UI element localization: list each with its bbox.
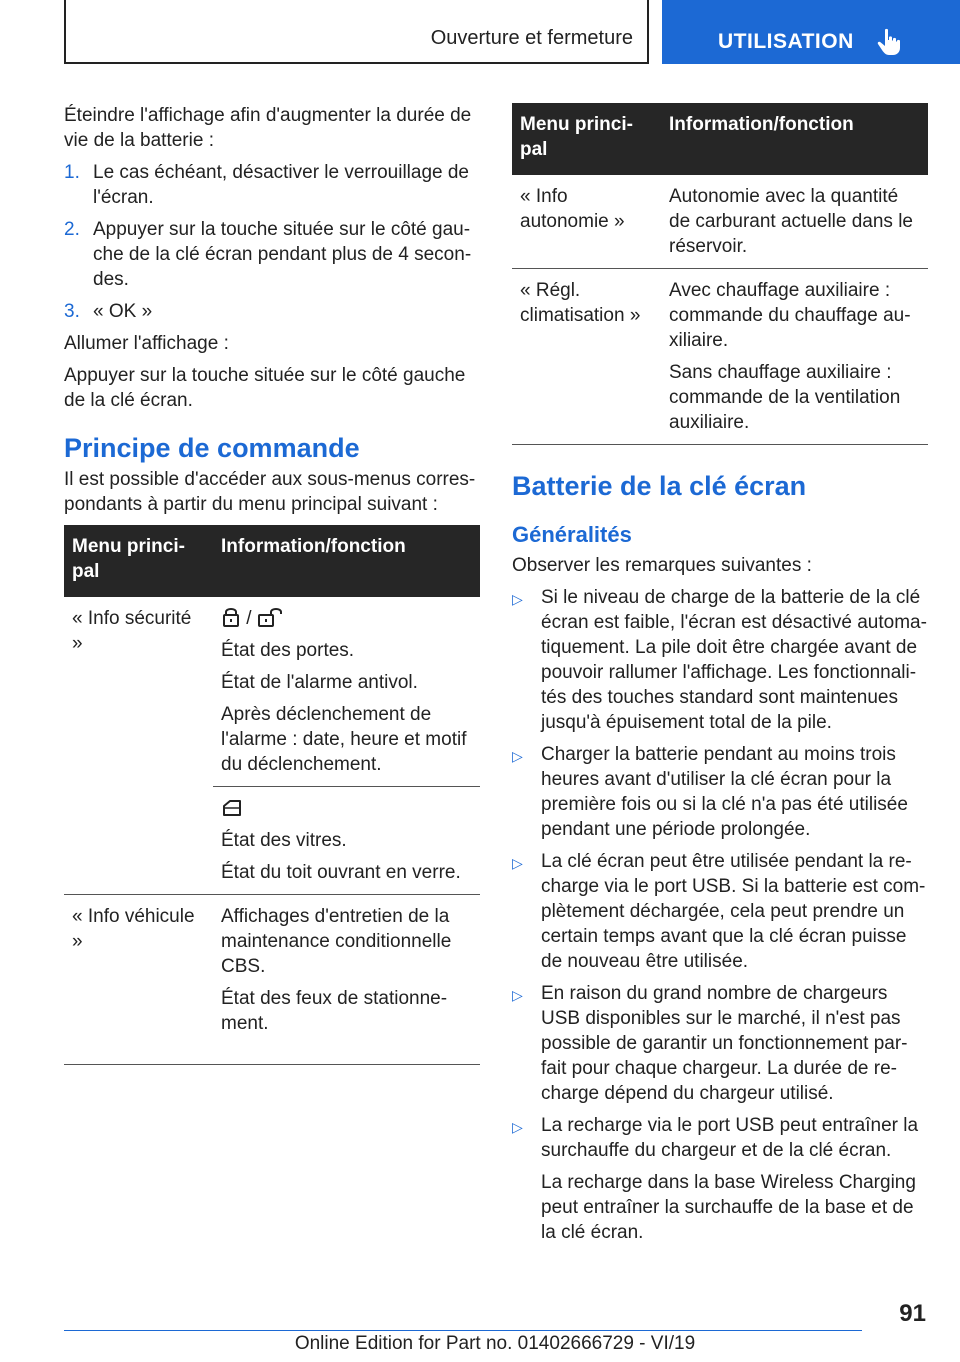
lock-open-icon — [257, 606, 283, 628]
info-line: Affichages d'entretien de la maintenance conditionnelle CBS. — [221, 906, 452, 977]
info-line: Après déclenchement de l'alarme : date, heure et motif du déclenchement. — [221, 704, 467, 775]
list-item — [512, 742, 928, 842]
steps-list — [64, 160, 480, 324]
step-text: Appuyer sur la touche située sur le côté gau- che de la clé écran pendant plus de 4 secon- des. — [93, 219, 472, 290]
menu-cell: « Régl. climatisation » — [512, 269, 661, 445]
triangle-bullet-icon: ▷ — [512, 748, 523, 764]
info-line: État de l'alarme antivol. — [221, 672, 418, 693]
info-line: État des portes. — [221, 640, 355, 661]
column-header: Information/fonction — [661, 103, 928, 175]
list-item — [512, 585, 928, 735]
step-text: « OK » — [93, 301, 153, 322]
list-item — [512, 1113, 928, 1245]
column-header: Menu princi- pal — [64, 525, 213, 597]
column-header: Menu princi- pal — [512, 103, 661, 175]
right-column — [512, 103, 928, 1252]
table-row — [64, 895, 480, 1065]
info-cell — [213, 895, 480, 1065]
left-column — [64, 103, 480, 1065]
triangle-bullet-icon: ▷ — [512, 591, 523, 607]
section-title: Ouverture et fermeture — [430, 27, 633, 49]
info-cell — [213, 787, 480, 895]
list-item — [64, 217, 480, 292]
table-header-row — [512, 103, 928, 175]
list-item — [64, 160, 480, 210]
chapter-header — [662, 0, 960, 64]
menu-cell: « Info sécurité » — [64, 597, 213, 895]
menu-table-continued — [512, 103, 928, 445]
info-line: État des vitres. — [221, 830, 347, 851]
bullet-body — [541, 1113, 928, 1245]
bullet-text: Charger la batterie pendant au moins trois heures avant d'utiliser la clé écran pour la première fois ou si la clé n'a pas été utilisée pendant une période prolongée. — [541, 744, 908, 840]
step-text: Le cas échéant, désactiver le verrouillage de l'écran. — [93, 162, 470, 208]
bullet-text: Si le niveau de charge de la batterie de la clé écran est faible, l'écran est désactivé automa- tiquement. La pile doit être chargée avant de pouvoir rallumer l'affichage. Les fonctionnali- tés des touches standard sont maintenues jusqu'à épuisement total de la pile. — [541, 587, 927, 733]
bullet-text: La clé écran peut être utilisée pendant la re- charge via le port USB. Si la batterie est com- plètement déchargée, cela peut prendre un certain temps avant que la clé écran puisse de nouveau être utilisée. — [541, 851, 926, 972]
icon-separator: / — [246, 608, 252, 629]
section-heading: Principe de commande — [64, 433, 360, 463]
info-line: État des feux de stationne- ment. — [221, 988, 448, 1034]
table-header-row — [64, 525, 480, 597]
column-header: Information/fonction — [213, 525, 480, 597]
step-number: 2. — [64, 219, 80, 240]
hand-pointer-icon — [876, 28, 902, 56]
chapter-title: UTILISATION — [718, 30, 854, 53]
step-number: 3. — [64, 301, 80, 322]
bullet-text: La recharge via le port USB peut entraîner la surchauffe du chargeur et de la clé écran. — [541, 1115, 919, 1161]
info-cell — [661, 269, 928, 445]
battery-intro: Éteindre l'affichage afin d'augmenter la durée de vie de la batterie : — [64, 105, 472, 151]
section-text: Il est possible d'accéder aux sous-menus corres- pondants à partir du menu principal suivant : — [64, 469, 476, 515]
page-number: 91 — [899, 1300, 926, 1327]
lock-closed-icon — [221, 606, 241, 628]
section-header — [64, 0, 649, 64]
remarks-intro: Observer les remarques suivantes : — [512, 555, 812, 576]
section-heading: Batterie de la clé écran — [512, 471, 807, 501]
info-line: Autonomie avec la quantité de carburant actuelle dans le réservoir. — [669, 186, 913, 257]
lock-icons-line — [221, 606, 472, 631]
info-line: État du toit ouvrant en verre. — [221, 862, 461, 883]
window-icon-line — [221, 796, 472, 821]
info-line: Avec chauffage auxiliaire : commande du chauffage au- xiliaire. — [669, 280, 911, 351]
edition-note: Online Edition for Part no. 01402666729 - VI/19 — [294, 1333, 696, 1354]
subsection-heading: Généralités — [512, 522, 632, 547]
turn-on-text: Appuyer sur la touche située sur le côté gauche de la clé écran. — [64, 365, 466, 411]
bullet-subtext: La recharge dans la base Wireless Charging peut entraîner la surchauffe de la base et de la clé écran. — [541, 1172, 916, 1243]
footer-divider — [64, 1330, 862, 1331]
table-row — [64, 597, 480, 787]
list-item — [64, 299, 480, 324]
step-number: 1. — [64, 162, 80, 183]
info-cell — [213, 597, 480, 787]
triangle-bullet-icon: ▷ — [512, 987, 523, 1003]
turn-on-title: Allumer l'affichage : — [64, 333, 229, 354]
menu-cell: « Info autonomie » — [512, 175, 661, 269]
window-icon — [221, 798, 243, 818]
remarks-list — [512, 585, 928, 1245]
table-row — [512, 175, 928, 269]
triangle-bullet-icon: ▷ — [512, 1119, 523, 1135]
triangle-bullet-icon: ▷ — [512, 855, 523, 871]
list-item — [512, 981, 928, 1106]
table-row — [512, 269, 928, 445]
info-cell — [661, 175, 928, 269]
list-item — [512, 849, 928, 974]
info-line: Sans chauffage auxiliaire : commande de la ventilation auxiliaire. — [669, 362, 901, 433]
menu-cell: « Info véhicule » — [64, 895, 213, 1065]
bullet-text: En raison du grand nombre de chargeurs USB disponibles sur le marché, il n'est pas possible de garantir un fonctionnement par- fait pour chaque chargeur. La durée de re- charge dépend du chargeur utilisé. — [541, 983, 908, 1104]
menu-table — [64, 525, 480, 1065]
